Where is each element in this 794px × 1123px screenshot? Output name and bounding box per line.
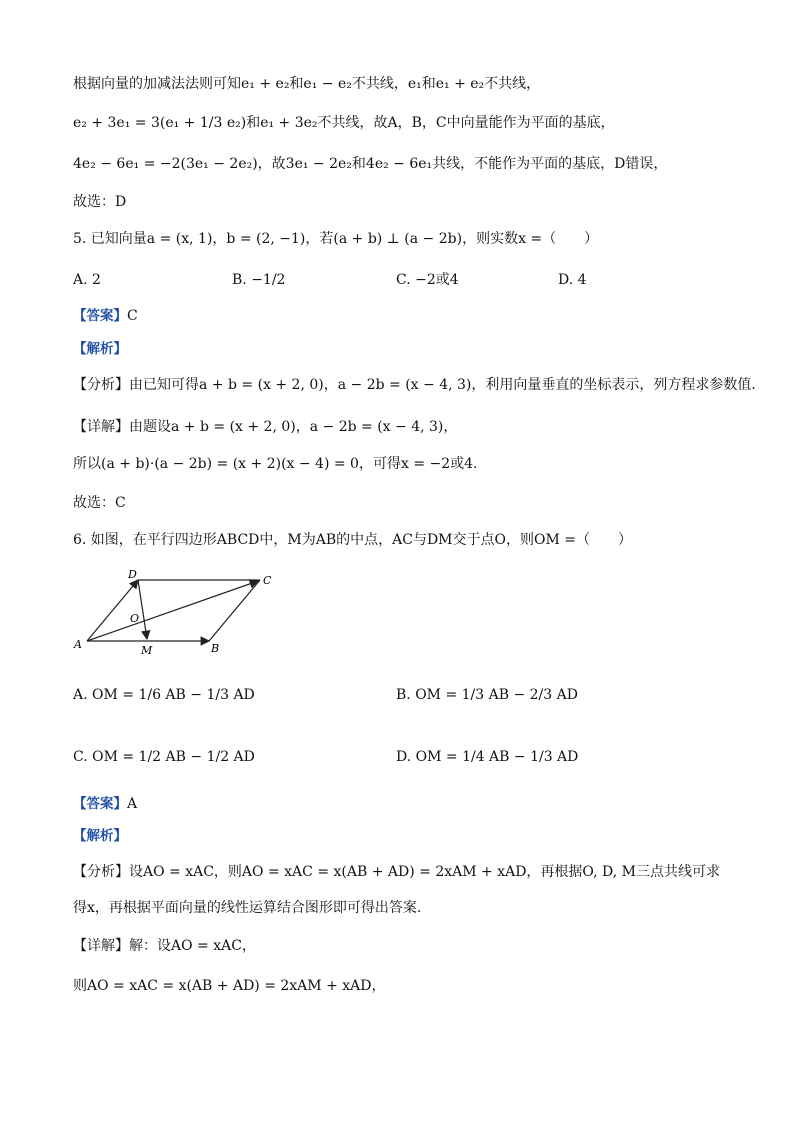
q5-answer: C bbox=[127, 308, 138, 324]
q6-analysis-line bbox=[73, 826, 127, 846]
q5-xiangjie-1: 由题设a + b = (x + 2, 0)，a − 2b = (x − 4, 3)， bbox=[129, 419, 458, 435]
q5-option-c: C. −2或4 bbox=[396, 272, 459, 288]
q5-option-a: A. 2 bbox=[73, 272, 101, 288]
solution-line-2: e₂ + 3e₁ = 3(e₁ + 1/3 e₂)和e₁ + 3e₂不共线，故A，B，C中向量能作为平面的基底， bbox=[73, 115, 615, 131]
q6-fenxi-1: 设AO = xAC，则AO = xAC = x(AB + AD) = 2xAM + xAD，再根据O, D, M三点共线可求 bbox=[129, 864, 720, 880]
q6-analysis-tag: 【解析】 bbox=[73, 828, 127, 844]
label-b: B bbox=[211, 642, 220, 655]
q6-option-a: A. OM = 1/6 AB − 1/3 AD bbox=[73, 687, 255, 703]
q6-answer-line bbox=[73, 794, 137, 814]
label-d: D bbox=[128, 568, 137, 581]
q5-stem: 5. 已知向量a = (x, 1)，b = (2, −1)，若(a + b) ⊥ (a − 2b)，则实数x =（ ） bbox=[73, 231, 599, 247]
label-c: C bbox=[263, 574, 272, 587]
choose-line-prev: 故选：D bbox=[73, 194, 127, 210]
solution-line-1: 根据向量的加减法法则可知e₁ + e₂和e₁ − e₂不共线，e₁和e₁ + e₂不共线， bbox=[73, 76, 541, 92]
q5-option-d: D. 4 bbox=[558, 272, 587, 288]
q6-option-c: C. OM = 1/2 AB − 1/2 AD bbox=[73, 749, 255, 765]
q5-xiangjie-2: 所以(a + b)·(a − 2b) = (x + 2)(x − 4) = 0，可得x = −2或4. bbox=[73, 456, 478, 472]
segment-dm bbox=[138, 580, 147, 639]
q5-analysis-line bbox=[73, 339, 127, 359]
solution-line-3: 4e₂ − 6e₁ = −2(3e₁ − 2e₂)，故3e₁ − 2e₂和4e₂ − 6e₁共线，不能作为平面的基底，D错误， bbox=[73, 156, 668, 172]
label-a: A bbox=[74, 638, 82, 651]
q5-xiangjie-tag: 【详解】 bbox=[73, 419, 129, 435]
q5-xiangjie-line bbox=[73, 417, 457, 437]
q6-xiangjie-2: 则AO = xAC = x(AB + AD) = 2xAM + xAD， bbox=[73, 978, 386, 994]
label-m: M bbox=[141, 644, 153, 657]
q5-fenxi: 由已知可得a + b = (x + 2, 0)，a − 2b = (x − 4, 3)，利用向量垂直的坐标表示，列方程求参数值. bbox=[129, 377, 756, 393]
q6-option-d: D. OM = 1/4 AB − 1/3 AD bbox=[396, 749, 579, 765]
q6-xiangjie-line bbox=[73, 936, 256, 956]
q6-fenxi-line-1 bbox=[73, 862, 720, 882]
q6-option-b: B. OM = 1/3 AB − 2/3 AD bbox=[396, 687, 578, 703]
label-o: O bbox=[130, 612, 140, 625]
q5-choose: 故选：C bbox=[73, 495, 126, 511]
q6-xiangjie-tag: 【详解】 bbox=[73, 938, 129, 954]
q5-answer-line bbox=[73, 306, 138, 326]
q5-fenxi-tag: 【分析】 bbox=[73, 377, 129, 393]
q5-analysis-tag: 【解析】 bbox=[73, 341, 127, 357]
q5-answer-tag: 【答案】 bbox=[73, 308, 127, 324]
q5-option-b: B. −1/2 bbox=[232, 272, 286, 288]
q6-answer: A bbox=[127, 796, 138, 812]
parallelogram-figure bbox=[72, 566, 302, 658]
q6-xiangjie-1: 解：设AO = xAC， bbox=[129, 938, 256, 954]
q6-fenxi-tag: 【分析】 bbox=[73, 864, 129, 880]
q6-answer-tag: 【答案】 bbox=[73, 796, 127, 812]
q6-stem: 6. 如图，在平行四边形ABCD中，M为AB的中点，AC与DM交于点O，则OM =（ ） bbox=[73, 532, 632, 548]
q6-fenxi-line-2: 得x，再根据平面向量的线性运算结合图形即可得出答案. bbox=[73, 900, 422, 916]
q5-fenxi-line bbox=[73, 375, 756, 395]
